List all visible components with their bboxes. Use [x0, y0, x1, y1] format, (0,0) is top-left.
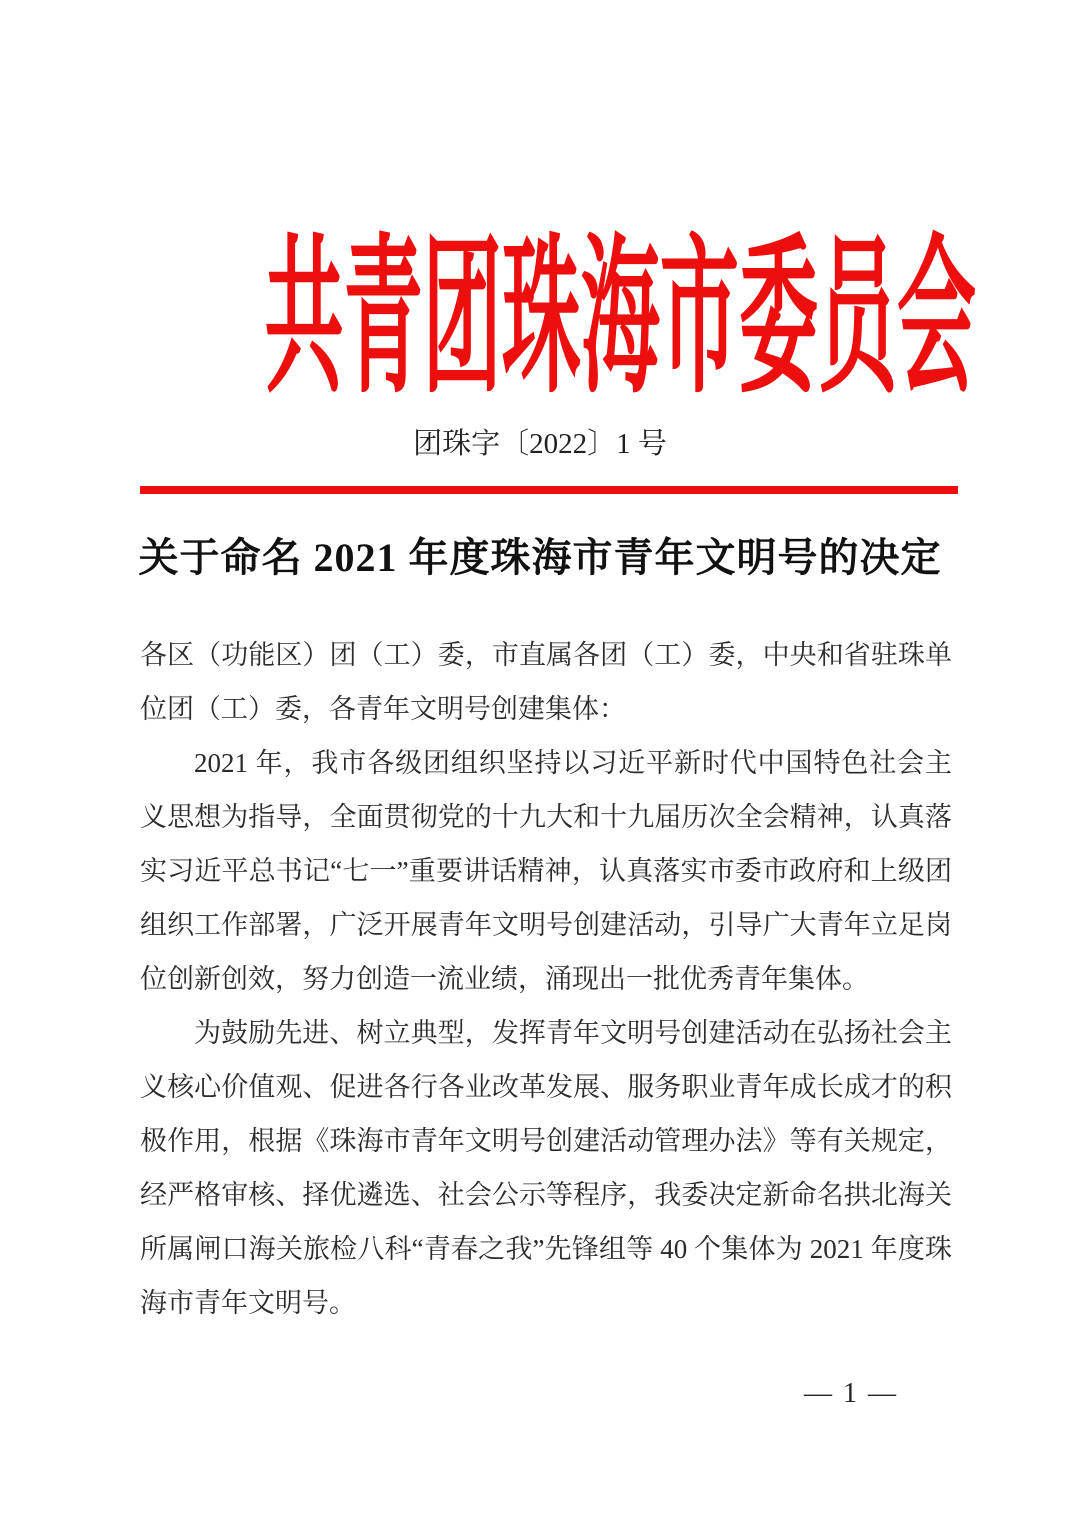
- red-separator-line: [140, 486, 958, 494]
- doc-number: 团珠字〔2022〕1 号: [413, 428, 667, 460]
- document-body: [140, 628, 952, 1330]
- document-title: 关于命名 2021 年度珠海市青年文明号的决定: [138, 535, 942, 580]
- page-number: — 1 —: [804, 1378, 898, 1409]
- body-paragraph-1: 2021 年，我市各级团组织坚持以习近平新时代中国特色社会主义思想为指导，全面贯彻党的十九大和十九届历次全会精神，认真落实习近平总书记“七一”重要讲话精神，认真落实市委市政府和上级团组织工作部署，广泛开展青年文明号创建活动，引导广大青年立足岗位创新创效，努力创造一流业绩，涌现出一批优秀青年集体。: [140, 748, 952, 994]
- salutation: 各区（功能区）团（工）委，市直属各团（工）委，中央和省驻珠单位团（工）委，各青年文明号创建集体：: [140, 640, 952, 724]
- org-title: 共青团珠海市委员会: [264, 224, 977, 414]
- body-paragraph-2: 为鼓励先进、树立典型，发挥青年文明号创建活动在弘扬社会主义核心价值观、促进各行各业改革发展、服务职业青年成长成才的积极作用，根据《珠海市青年文明号创建活动管理办法》等有关规定，经严格审核、择优遴选、社会公示等程序，我委决定新命名拱北海关所属闸口海关旅检八科“青春之我”先锋组等 40 个集体为 2021 年度珠海市青年文明号。: [140, 1018, 952, 1318]
